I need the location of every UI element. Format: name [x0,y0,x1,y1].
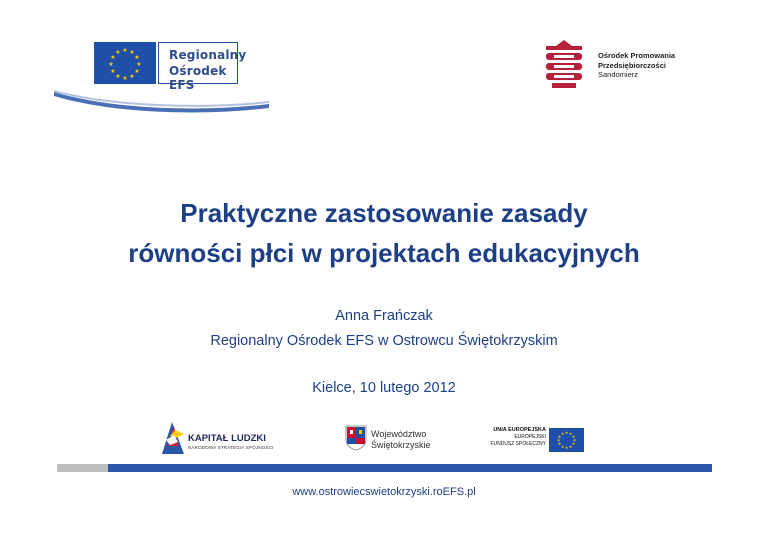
ue-text [484,427,546,448]
wojewodztwo-line2: Świętokrzyskie [371,440,431,450]
svg-text:★: ★ [571,441,576,446]
svg-text:★: ★ [110,68,116,75]
svg-text:★: ★ [556,437,561,443]
author-affiliation: Regionalny Ośrodek EFS w Ostrowcu Świętokrzyskim [210,333,558,349]
svg-text:★: ★ [557,441,562,446]
opp-wordmark [598,51,675,80]
svg-text:★: ★ [568,444,573,449]
footer-bar-blue [108,464,712,472]
page-title [0,193,768,273]
svg-text:★: ★ [560,444,565,449]
svg-text:★: ★ [108,61,114,68]
kapital-ludzki-logo [158,420,290,456]
svg-text:★: ★ [122,47,128,54]
svg-text:★: ★ [122,75,128,82]
opp-line3: Sandomierz [598,70,639,79]
author-name: Anna Frańczak [335,308,433,324]
roefs-wordmark [158,42,247,92]
opp-line1: Ośrodek Promowania [598,51,676,60]
svg-text:★: ★ [564,430,569,435]
footer-bar-grey [57,464,110,472]
footer-url[interactable]: www.ostrowiecswietokrzyski.roEFS.pl [292,486,476,498]
svg-text:★: ★ [571,434,576,439]
wojewodztwo-logo [345,425,445,453]
svg-text:★: ★ [134,54,140,61]
svg-text:★: ★ [572,437,577,443]
kapital-ludzki-subtitle: NARODOWA STRATEGIA SPÓJNOŚCI [188,445,274,450]
opp-emblem-icon [542,40,586,90]
ue-line1: UNIA EUROPEJSKA [493,427,546,433]
opp-line2: Przedsiębiorczości [598,60,666,70]
eu-flag-icon [94,42,156,84]
coat-of-arms-icon [345,425,367,451]
title-line2: równości płci w projektach edukacyjnych [128,238,640,268]
wojewodztwo-line1: Województwo [371,429,427,439]
svg-text:★: ★ [129,73,135,80]
swoosh-decoration [54,86,269,114]
title-line1: Praktyczne zastosowanie zasady [180,198,588,228]
svg-text:★: ★ [136,61,142,68]
ue-efs-logo [484,426,584,456]
svg-text:★: ★ [134,68,140,75]
svg-text:★: ★ [115,49,121,56]
svg-text:★: ★ [557,434,562,439]
wojewodztwo-text [371,429,431,451]
kapital-ludzki-title: KAPITAŁ LUDZKI [188,433,266,444]
opp-logo [542,40,682,92]
svg-text:★: ★ [115,73,121,80]
svg-text:★: ★ [110,54,116,61]
eu-flag-icon [549,428,584,452]
svg-text:★: ★ [129,49,135,56]
svg-text:★: ★ [560,431,565,436]
svg-text:★: ★ [564,445,569,450]
roefs-logo [94,42,247,92]
ue-line3: FUNDUSZ SPOŁECZNY [490,441,546,447]
ue-line2: EUROPEJSKI [514,434,546,440]
presentation-date: Kielce, 10 lutego 2012 [312,380,456,396]
roefs-line2: Ośrodek EFS [169,64,227,92]
kapital-ludzki-icon [158,420,188,456]
roefs-line1: Regionalny [169,48,247,62]
svg-text:★: ★ [568,431,573,436]
